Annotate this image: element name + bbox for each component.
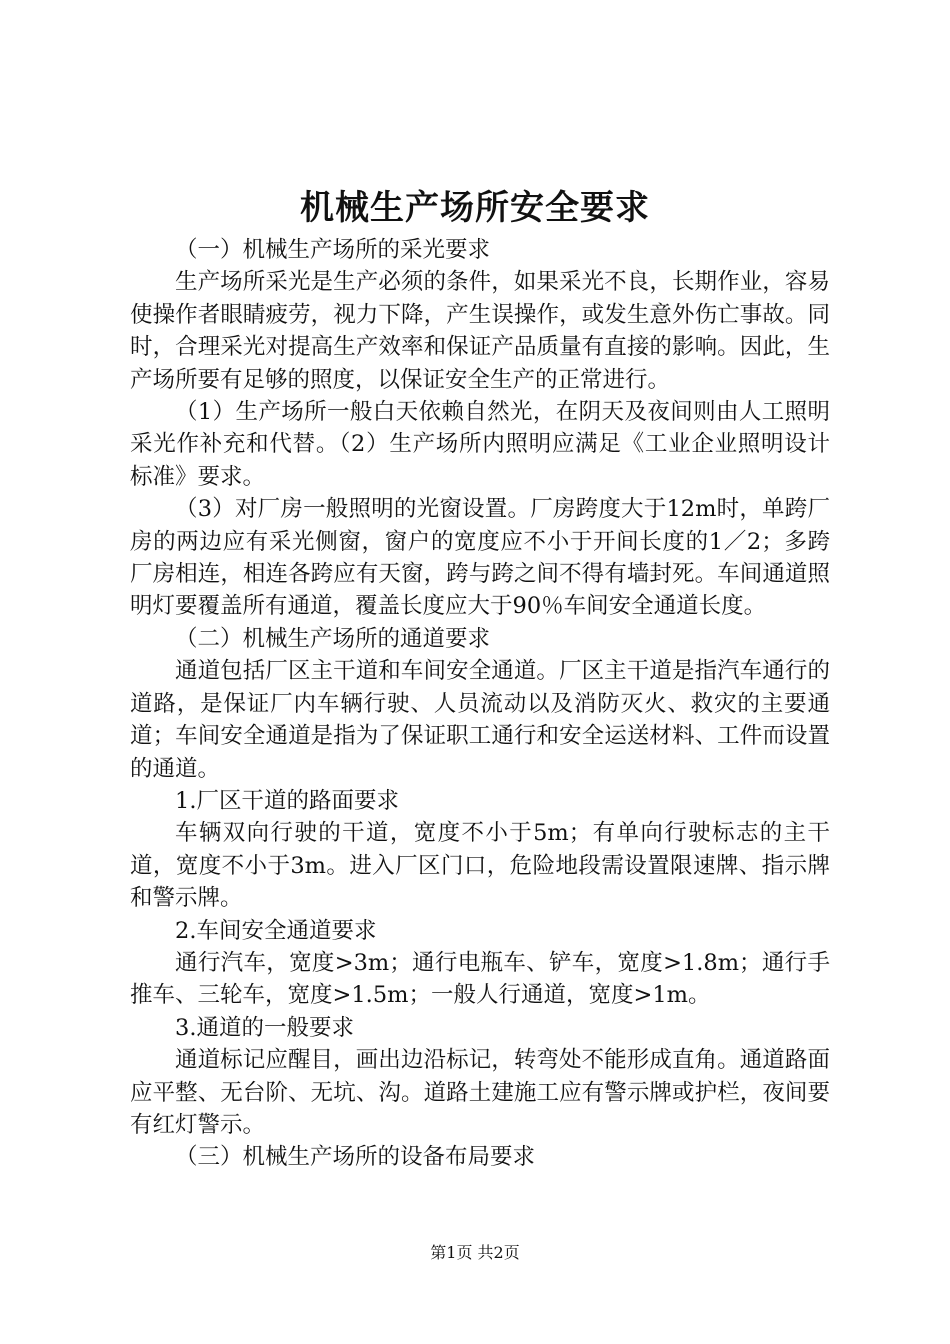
- section-heading-passages: （二）机械生产场所的通道要求: [175, 625, 491, 652]
- paragraph-lighting-natural: （1）生产场所一般白天依赖自然光，在阴天及夜间则由人工照明采光作补充和代替。（2）生产场所内照明应满足《工业企业照明设计标准》要求。: [130, 399, 830, 490]
- paragraph-road-surface: 车辆双向行驶的干道，宽度不小于5m；有单向行驶标志的主干道，宽度不小于3m。进入厂区门口，危险地段需设置限速牌、指示牌和警示牌。: [130, 820, 830, 912]
- document-body: [130, 234, 830, 1174]
- paragraph-workshop-passage: 通行汽车，宽度>3m；通行电瓶车、铲车，宽度>1.8m；通行手推车、三轮车，宽度>1.5m；一般人行通道，宽度>1m。: [130, 949, 830, 1009]
- subheading-workshop-passage: 2.车间安全通道要求: [175, 917, 377, 944]
- section-heading-lighting: （一）机械生产场所的采光要求: [175, 237, 491, 263]
- subheading-general-passage: 3.通道的一般要求: [175, 1014, 354, 1041]
- page-footer: 第1页 共2页: [430, 1243, 520, 1262]
- subheading-road-surface: 1.厂区干道的路面要求: [175, 787, 399, 814]
- paragraph-passages-intro: 通道包括厂区主干道和车间安全通道。厂区主干道是指汽车通行的道路，是保证厂内车辆行驶、人员流动以及消防灭火、救灾的主要通道；车间安全通道是指为了保证职工通行和安全运送材料、工件而设置的通道。: [130, 658, 830, 782]
- paragraph-general-passage: 通道标记应醒目，画出边沿标记，转弯处不能形成直角。通道路面应平整、无台阶、无坑、沟。道路土建施工应有警示牌或护栏，夜间要有红灯警示。: [130, 1047, 830, 1138]
- document-title: 机械生产场所安全要求: [300, 188, 650, 228]
- section-heading-layout: （三）机械生产场所的设备布局要求: [175, 1144, 536, 1171]
- paragraph-lighting-windows: （3）对厂房一般照明的光窗设置。厂房跨度大于12m时，单跨厂房的两边应有采光侧窗，窗户的宽度应不小于开间长度的1／2；多跨厂房相连，相连各跨应有天窗，跨与跨之间不得有墙封死。车间通道照明灯要覆盖所有通道，覆盖长度应大于90％车间安全通道长度。: [130, 496, 830, 620]
- paragraph-lighting-intro: 生产场所采光是生产必须的条件，如果采光不良，长期作业，容易使操作者眼睛疲劳，视力下降，产生误操作，或发生意外伤亡事故。同时，合理采光对提高生产效率和保证产品质量有直接的影响。因此，生产场所要有足够的照度，以保证安全生产的正常进行。: [130, 269, 830, 393]
